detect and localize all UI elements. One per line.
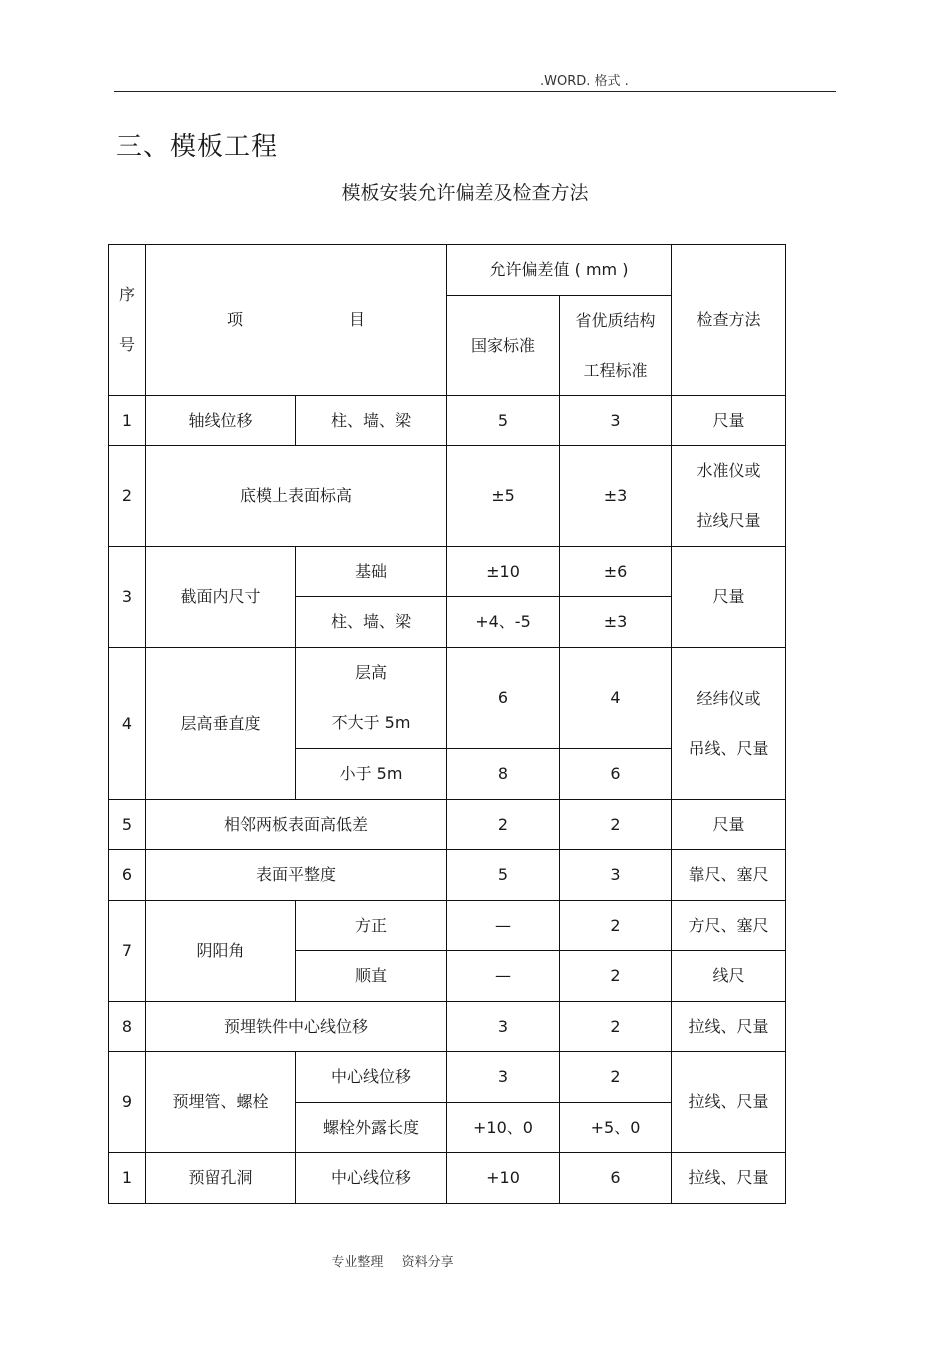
cell-provincial: 2 bbox=[560, 1052, 672, 1103]
header-provincial-line1: 省优质结构 bbox=[575, 310, 656, 330]
cell-method: 尺量 bbox=[672, 800, 786, 850]
header-divider bbox=[114, 91, 836, 92]
cell-provincial: ±3 bbox=[560, 446, 672, 547]
table-row bbox=[109, 1002, 786, 1052]
cell-method: 方尺、塞尺 bbox=[672, 901, 786, 951]
cell-item: 预埋管、螺栓 bbox=[146, 1052, 296, 1153]
cell-no: 1 bbox=[109, 396, 146, 446]
cell-method bbox=[672, 446, 786, 547]
cell-provincial: ±6 bbox=[560, 547, 672, 597]
section-heading: 三、模板工程 bbox=[116, 132, 279, 162]
cell-sub: 螺栓外露长度 bbox=[296, 1103, 447, 1153]
table-row bbox=[109, 648, 786, 749]
cell-provincial: 6 bbox=[560, 749, 672, 800]
table-row bbox=[109, 1153, 786, 1204]
cell-provincial: +5、0 bbox=[560, 1103, 672, 1153]
cell-no: 9 bbox=[109, 1052, 146, 1153]
cell-method-line2: 吊线、尺量 bbox=[688, 738, 769, 758]
tolerance-table bbox=[108, 244, 786, 1204]
cell-national: 6 bbox=[447, 648, 560, 749]
cell-sub-line2: 不大于 5m bbox=[331, 713, 411, 732]
cell-item: 底模上表面标高 bbox=[146, 446, 447, 547]
cell-no: 1 bbox=[109, 1153, 146, 1204]
cell-sub: 顺直 bbox=[296, 951, 447, 1002]
cell-method-line1: 水准仪或 bbox=[696, 461, 761, 480]
cell-national: — bbox=[447, 951, 560, 1002]
footer-left: 专业整理 bbox=[331, 1255, 384, 1270]
table-row bbox=[109, 396, 786, 446]
cell-no: 4 bbox=[109, 648, 146, 800]
cell-provincial: 2 bbox=[560, 901, 672, 951]
cell-item: 相邻两板表面高低差 bbox=[146, 800, 447, 850]
header-seq-line1: 序 bbox=[118, 285, 135, 304]
cell-provincial: 2 bbox=[560, 800, 672, 850]
cell-no: 5 bbox=[109, 800, 146, 850]
cell-item: 截面内尺寸 bbox=[146, 547, 296, 648]
cell-national: 2 bbox=[447, 800, 560, 850]
cell-national: ±5 bbox=[447, 446, 560, 547]
cell-sub-line1: 层高 bbox=[354, 663, 387, 682]
table-row bbox=[109, 850, 786, 901]
cell-no: 6 bbox=[109, 850, 146, 901]
cell-provincial: ±3 bbox=[560, 597, 672, 648]
header-item-char2: 目 bbox=[349, 310, 366, 330]
cell-item: 层高垂直度 bbox=[146, 648, 296, 800]
cell-no: 2 bbox=[109, 446, 146, 547]
cell-method-line2: 拉线尺量 bbox=[696, 511, 761, 530]
cell-provincial: 2 bbox=[560, 1002, 672, 1052]
header-national: 国家标准 bbox=[447, 296, 560, 396]
cell-method: 靠尺、塞尺 bbox=[672, 850, 786, 901]
cell-national: 5 bbox=[447, 850, 560, 901]
header-provincial-line2: 工程标准 bbox=[583, 360, 648, 380]
cell-item: 阴阳角 bbox=[146, 901, 296, 1002]
cell-national: +10、0 bbox=[447, 1103, 560, 1153]
cell-national: 5 bbox=[447, 396, 560, 446]
page-header: .WORD. 格式 . bbox=[540, 74, 629, 89]
header-seq bbox=[109, 245, 146, 396]
cell-sub: 小于 5m bbox=[296, 749, 447, 800]
cell-national: 8 bbox=[447, 749, 560, 800]
cell-provincial: 2 bbox=[560, 951, 672, 1002]
cell-item: 表面平整度 bbox=[146, 850, 447, 901]
cell-method: 拉线、尺量 bbox=[672, 1002, 786, 1052]
cell-method: 拉线、尺量 bbox=[672, 1153, 786, 1204]
cell-sub: 中心线位移 bbox=[296, 1153, 447, 1204]
cell-national: ±10 bbox=[447, 547, 560, 597]
cell-provincial: 6 bbox=[560, 1153, 672, 1204]
cell-method: 尺量 bbox=[672, 396, 786, 446]
cell-sub: 中心线位移 bbox=[296, 1052, 447, 1103]
cell-method: 尺量 bbox=[672, 547, 786, 648]
cell-sub: 柱、墙、梁 bbox=[296, 597, 447, 648]
header-seq-line2: 号 bbox=[118, 335, 135, 354]
cell-item: 轴线位移 bbox=[146, 396, 296, 446]
table-row bbox=[109, 901, 786, 951]
cell-no: 7 bbox=[109, 901, 146, 1002]
cell-national: +10 bbox=[447, 1153, 560, 1204]
header-item-char1: 项 bbox=[226, 310, 243, 330]
cell-sub: 基础 bbox=[296, 547, 447, 597]
header-tolerance: 允许偏差值 ( mm ) bbox=[447, 245, 672, 296]
header-method: 检查方法 bbox=[672, 245, 786, 396]
footer-right: 资料分享 bbox=[401, 1255, 454, 1270]
table-row bbox=[109, 1052, 786, 1103]
cell-sub: 方正 bbox=[296, 901, 447, 951]
cell-sub bbox=[296, 648, 447, 749]
cell-national: — bbox=[447, 901, 560, 951]
cell-national: +4、-5 bbox=[447, 597, 560, 648]
cell-no: 8 bbox=[109, 1002, 146, 1052]
header-provincial bbox=[560, 296, 672, 396]
table-row bbox=[109, 547, 786, 597]
cell-no: 3 bbox=[109, 547, 146, 648]
cell-provincial: 4 bbox=[560, 648, 672, 749]
cell-provincial: 3 bbox=[560, 850, 672, 901]
cell-national: 3 bbox=[447, 1002, 560, 1052]
cell-method bbox=[672, 648, 786, 800]
cell-item: 预埋铁件中心线位移 bbox=[146, 1002, 447, 1052]
page-footer bbox=[0, 1251, 785, 1270]
table-title: 模板安装允许偏差及检查方法 bbox=[341, 182, 589, 204]
cell-sub: 柱、墙、梁 bbox=[296, 396, 447, 446]
header-item bbox=[146, 245, 447, 396]
table-row bbox=[109, 446, 786, 547]
cell-item: 预留孔洞 bbox=[146, 1153, 296, 1204]
cell-national: 3 bbox=[447, 1052, 560, 1103]
cell-provincial: 3 bbox=[560, 396, 672, 446]
cell-method: 线尺 bbox=[672, 951, 786, 1002]
cell-method: 拉线、尺量 bbox=[672, 1052, 786, 1153]
table-row bbox=[109, 800, 786, 850]
cell-method-line1: 经纬仪或 bbox=[696, 688, 761, 708]
